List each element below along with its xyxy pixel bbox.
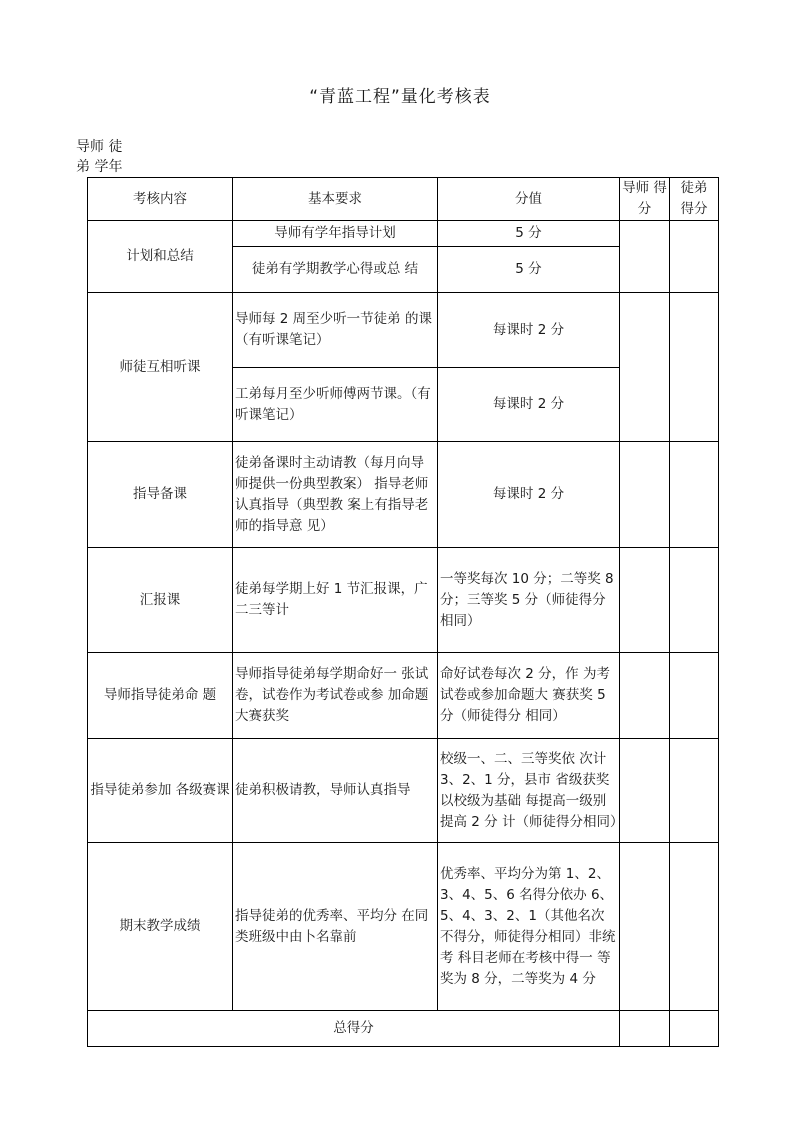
requirement-cell: 导师有学年指导计划 [233,221,438,247]
table-row [88,548,719,653]
table-row [88,653,719,739]
apprentice-score-cell [670,442,719,548]
total-label: 总得分 [88,1011,620,1047]
mentor-score-cell [620,548,670,653]
mentor-score-cell [620,221,670,293]
header-content: 考核内容 [88,178,233,221]
category-cell: 导师指导徒弟命 题 [88,653,233,739]
mentor-score-cell [620,739,670,843]
requirement-cell: 徒弟每学期上好 1 节汇报课，广二三等计 [233,548,438,653]
score-cell: 每课时 2 分 [438,368,620,442]
apprentice-total-cell [670,1011,719,1047]
requirement-cell: 徒弟备课时主动请教（每月向导师提供一份典型教案） 指导老师认真指导（典型教 案上有指导老师的指导意 见） [233,442,438,548]
requirement-cell: 指导徒弟的优秀率、平均分 在同类班级中由卜名靠前 [233,843,438,1011]
category-cell: 指导徒弟参加 各级赛课 [88,739,233,843]
table-row [88,293,719,368]
apprentice-score-cell [670,221,719,293]
category-cell: 计划和总结 [88,221,233,293]
category-cell: 期末教学成绩 [88,843,233,1011]
mentor-score-cell [620,293,670,442]
header-score: 分值 [438,178,620,221]
header-mentor-score: 导师 得分 [620,178,670,221]
mentor-score-cell [620,843,670,1011]
score-cell: 每课时 2 分 [438,442,620,548]
score-cell: 5 分 [438,221,620,247]
mentor-total-cell [620,1011,670,1047]
header-apprentice-score: 徒弟 得分 [670,178,719,221]
apprentice-score-cell [670,293,719,442]
requirement-cell: 徒弟有学期教学心得或总 结 [233,247,438,293]
category-cell: 指导备课 [88,442,233,548]
apprentice-score-cell [670,843,719,1011]
apprentice-score-cell [670,548,719,653]
requirement-cell: 工弟每月至少听师傅两节课。（有听课笔记） [233,368,438,442]
requirement-cell: 导师每 2 周至少听一节徒弟 的课（有听课笔记） [233,293,438,368]
page-title: “青蓝工程”量化考核表 [309,87,491,107]
requirement-cell: 导师指导徒弟每学期命好一 张试卷，试卷作为考试卷或参 加命题大赛获奖 [233,653,438,739]
table-row [88,843,719,1011]
requirement-cell: 徒弟积极请教，导师认真指导 [233,739,438,843]
table-header-row [88,178,719,221]
score-cell: 校级一、二、三等奖依 次计 3、2、1 分，县市 省级获奖以校级为基础 每提高一级别提高 2 分 计（师徒得分相同） [438,739,620,843]
table-row [88,739,719,843]
total-row [88,1011,719,1047]
header-requirement: 基本要求 [233,178,438,221]
apprentice-score-cell [670,653,719,739]
year-label: 弟 学年 [76,159,123,175]
score-cell: 命好试卷每次 2 分，作 为考试卷或参加命题大 赛获奖 5 分（师徒得分 相同） [438,653,620,739]
assessment-table [87,177,719,1047]
table-row [88,221,719,247]
category-cell: 师徒互相听课 [88,293,233,442]
mentor-score-cell [620,653,670,739]
mentor-apprentice-label: 导师 徒 [76,139,123,155]
apprentice-score-cell [670,739,719,843]
table-row [88,442,719,548]
score-cell: 每课时 2 分 [438,293,620,368]
score-cell: 5 分 [438,247,620,293]
score-cell: 优秀率、平均分为第 1、2、3、4、5、6 名得分依办 6、5、4、3、2、1（其他名次不得分，师徒得分相同）非统考 科目老师在考核中得一 等奖为 8 分，二等奖为 4 分 [438,843,620,1011]
mentor-score-cell [620,442,670,548]
category-cell: 汇报课 [88,548,233,653]
score-cell: 一等奖每次 10 分；二等奖 8 分；三等奖 5 分（师徒得分相同） [438,548,620,653]
